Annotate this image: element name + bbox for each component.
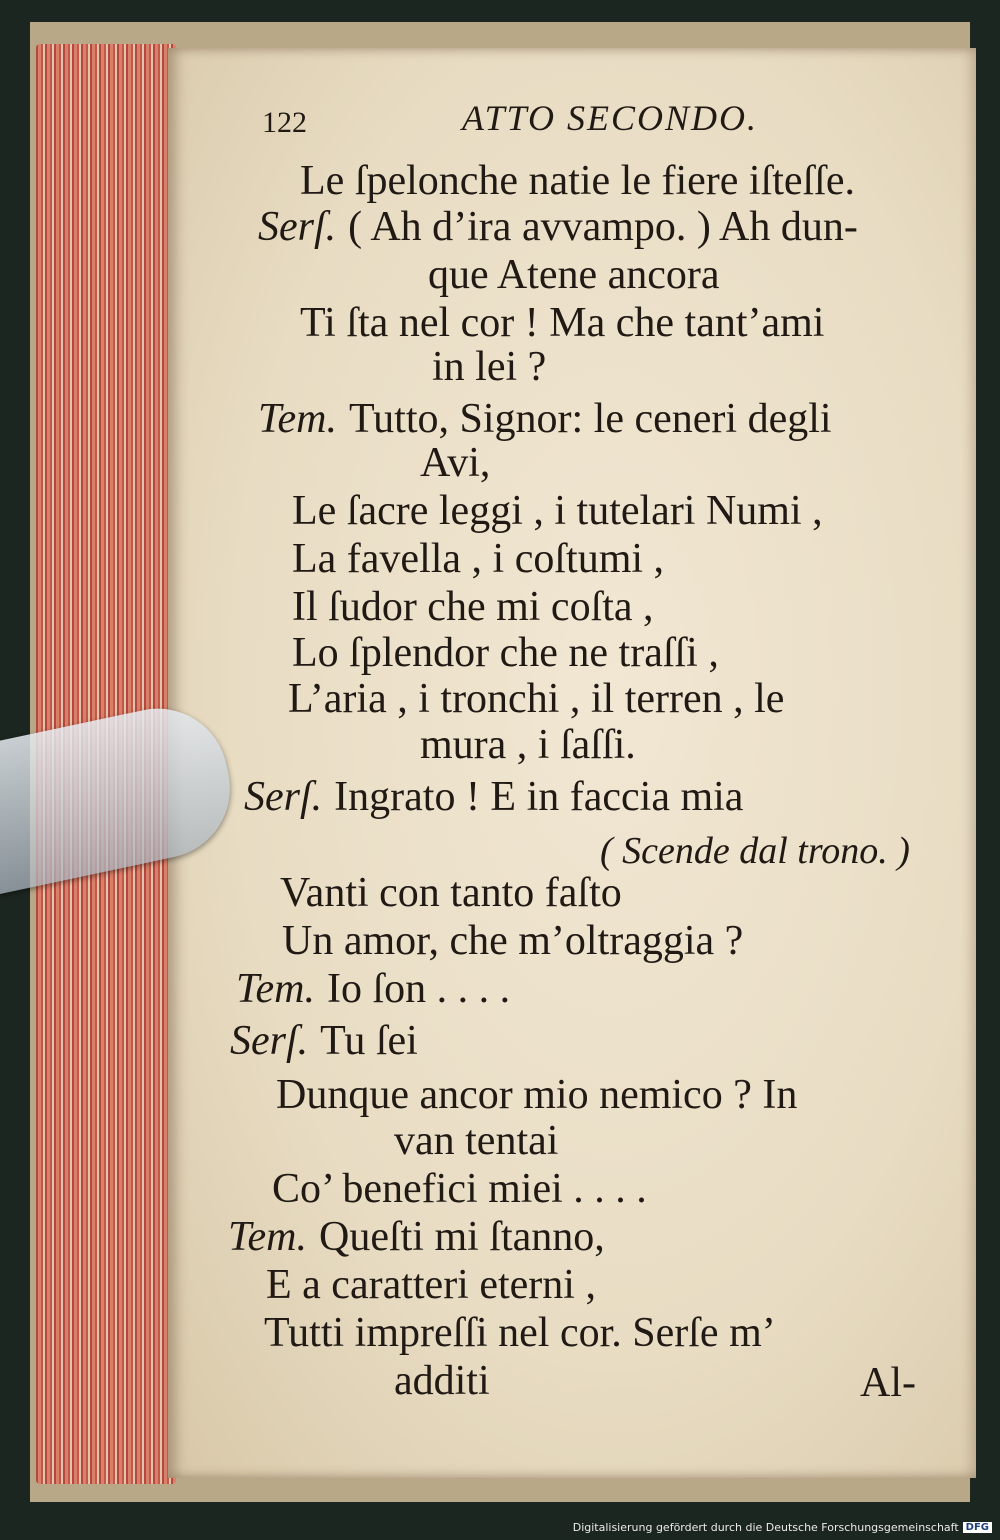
text-line: Le ſacre leggi , i tutelari Numi , (292, 488, 823, 534)
text-line: Serſ. Ingrato ! E in faccia mia (244, 774, 744, 820)
text-line: Ti ſta nel cor ! Ma che tant’ami (300, 300, 825, 346)
text-line: van tentai (394, 1118, 559, 1164)
text-line: Tem. Io ſon . . . . (236, 966, 511, 1012)
text-line: Il ſudor che mi coſta , (292, 584, 654, 630)
catchword: Al- (860, 1360, 916, 1406)
stage-direction: ( Scende dal trono. ) (600, 830, 910, 872)
page-number: 122 (262, 106, 307, 139)
text-line: Tem. Tutto, Signor: le ceneri degli (258, 396, 832, 442)
running-header (262, 102, 307, 138)
dfg-logo: DFG (963, 1522, 992, 1533)
digitization-credit (573, 1521, 992, 1534)
text-line: La favella , i coſtumi , (292, 536, 665, 582)
text-line: additi (394, 1358, 490, 1404)
text-line: in lei ? (432, 344, 547, 390)
text-line: mura , i ſaſſi. (420, 722, 636, 768)
text-line: Serſ. Tu ſei (230, 1018, 418, 1064)
text-line: Tutti impreſſi nel cor. Serſe m’ (264, 1310, 776, 1356)
running-title: ATTO SECONDO. (462, 98, 759, 138)
text-line: que Atene ancora (428, 252, 720, 298)
text-line: Dunque ancor mio nemico ? In (276, 1072, 798, 1118)
text-line: Vanti con tanto faſto (280, 870, 622, 916)
text-line: Avi, (420, 440, 491, 486)
text-line: Lo ſplendor che ne traſſi , (292, 630, 719, 676)
text-line: E a caratteri eterni , (266, 1262, 596, 1308)
text-line: L’aria , i tronchi , il terren , le (288, 676, 785, 722)
text-line: Serſ. ( Ah d’ira avvampo. ) Ah dun- (258, 204, 858, 250)
text-line: Le ſpelonche natie le fiere iſteſſe. (300, 158, 856, 204)
text-line: Co’ benefici miei . . . . (272, 1166, 647, 1212)
text-line: Tem. Queſti mi ſtanno, (228, 1214, 605, 1260)
credit-text: Digitalisierung gefördert durch die Deutsche Forschungsgemeinschaft (572, 1521, 959, 1534)
text-line: Un amor, che m’oltraggia ? (282, 918, 744, 964)
